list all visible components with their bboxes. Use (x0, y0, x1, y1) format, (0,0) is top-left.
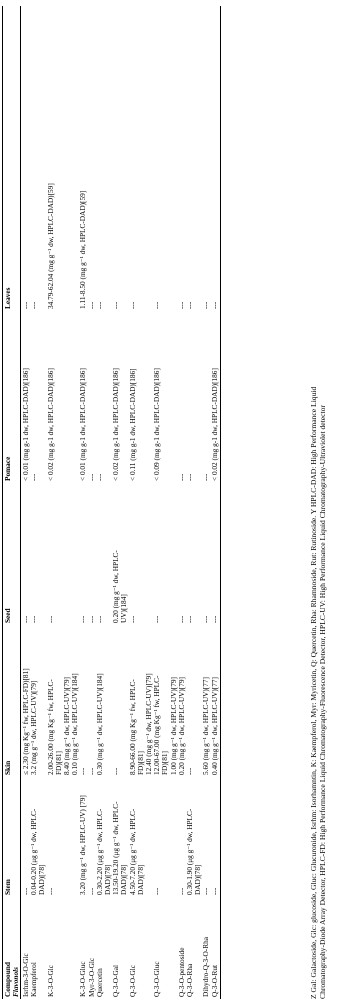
cell-line: 5.60 (mg g⁻¹ dw, HPLC-UV)[77] (201, 677, 211, 775)
cell-line: --- (94, 473, 104, 481)
cell-line: 34.79-62.04 (mg g⁻¹ dw, HPLC-DAD)[59] (45, 183, 55, 309)
cell-line: < 0.02 (mg g-1 dw, HPLC-DAD)[186] (45, 368, 55, 481)
cell-seed (186, 483, 194, 623)
cell-line: Myr-3-O-Glc (86, 957, 96, 997)
cell-seed (153, 483, 161, 623)
cell-line: --- (94, 615, 104, 623)
cell-stem (30, 777, 46, 895)
top-rule (2, 6, 3, 999)
cell-line: DAD)[78] (37, 864, 47, 895)
cell-line: DAD)[78] (135, 864, 145, 895)
cell-pomace (178, 311, 186, 481)
cell-line: K-3-O-Gluc (78, 961, 88, 997)
cell-line: --- (29, 615, 39, 623)
cell-seed (88, 483, 96, 623)
cell-line: --- (86, 473, 96, 481)
cell-line: --- (152, 301, 162, 309)
cell-line: 13.50-19.20 (μg g⁻¹ dw, HPLC- (111, 801, 121, 895)
cell-skin (153, 625, 178, 775)
cell-line: 3.2 (mg g⁻¹ dw, HPLC-UV)[79] (29, 680, 39, 775)
cell-line: --- (29, 301, 39, 309)
cell-line: --- (21, 301, 30, 309)
cell-line: --- (185, 301, 194, 309)
cell-leaves (186, 9, 194, 309)
cell-line: 1.11-8.50 (mg g⁻¹ dw, HPLC-DAD)[59] (78, 190, 88, 309)
cell-skin (30, 625, 38, 775)
cell-pomace (22, 311, 30, 481)
cell-line: < 0.01 (mg g-1 dw, HPLC-DAD)[186] (21, 368, 30, 481)
header-seed: Seed (3, 608, 12, 623)
cell-compound (153, 897, 161, 997)
cell-stem (79, 777, 87, 895)
cell-line: 12.40 (mg g⁻¹ dw, HPLC-UV)[79] (144, 673, 153, 775)
cell-line: Q-3-O-Rha (185, 963, 194, 997)
cell-line: --- (21, 887, 30, 895)
cell-skin (96, 625, 104, 775)
header-stem: Stem (3, 879, 12, 895)
cell-line: --- (21, 615, 30, 623)
cell-seed (178, 483, 186, 623)
footnote-line-1: Z Gal: Galactoside, Glc: glucoside, Gluc: Glucuronide, Isrhm: Isorhamntin, K: Kaempferol, Myr: Myricetin, Q: Quercetin, Rha: Rhamnoside, Rut: Rutinoside. Y HPLC-DAD: High Performance Liquid (309, 386, 318, 999)
cell-line: Quercetin (94, 968, 104, 997)
cell-stem (186, 777, 202, 895)
cell-line: UV)[184] (119, 594, 129, 623)
cell-line: --- (45, 887, 55, 895)
cell-skin (211, 625, 219, 775)
cell-line: 8.40 (mg g⁻¹ dw, HPLC-UV)[79] (62, 677, 71, 775)
cell-skin (47, 625, 80, 775)
cell-line: 3.20 (mg g⁻¹ dw, HPLC-UV) [79] (78, 795, 88, 895)
cell-leaves (178, 9, 186, 309)
cell-stem (129, 777, 145, 895)
cell-compound (96, 897, 104, 997)
cell-skin (186, 625, 194, 775)
cell-pomace (30, 311, 38, 481)
cell-line: Q-3-O-Gal (111, 964, 121, 997)
cell-line: 0.30-1.90 (μg g⁻¹ dw, HPLC- (185, 808, 194, 895)
cell-line: < 0.02 (mg g-1 dw, HPLC-DAD)[186] (111, 368, 121, 481)
cell-stem (112, 777, 128, 895)
cell-line: --- (185, 615, 194, 623)
cell-line: FD)[81] (160, 751, 170, 775)
cell-stem (153, 777, 161, 895)
cell-line: --- (86, 301, 96, 309)
cell-seed (112, 483, 128, 623)
cell-seed (211, 483, 219, 623)
cell-compound (186, 897, 194, 997)
cell-pomace (79, 311, 87, 481)
cell-line: --- (209, 615, 219, 623)
cell-line: < 0.01 (mg g-1 dw, HPLC-DAD)[186] (78, 368, 88, 481)
cell-leaves (79, 9, 87, 309)
cell-line: 2.00-26.00 (mg Kg⁻¹ fw, HPLC- (45, 679, 55, 775)
cell-skin (79, 625, 87, 775)
cell-pomace (88, 311, 96, 481)
cell-skin (129, 625, 154, 775)
cell-line: --- (78, 615, 88, 623)
cell-line: Isrhm-3-O-Glc (21, 953, 30, 997)
cell-seed (30, 483, 38, 623)
cell-line: --- (185, 767, 194, 775)
cell-line: Q-3-O-pentoside (176, 947, 186, 997)
cell-stem (47, 777, 55, 895)
cell-line: --- (209, 887, 219, 895)
cell-line: Q-3-O-Rut (209, 964, 219, 997)
cell-seed (22, 483, 30, 623)
cell-line: --- (86, 887, 96, 895)
cell-line: --- (45, 615, 55, 623)
cell-line: --- (176, 615, 186, 623)
cell-pomace (186, 311, 194, 481)
cell-line: 0.20 (mg g⁻¹ dw, HPLC-UV)[79] (176, 677, 186, 775)
footnote (309, 9, 327, 999)
cell-seed (129, 483, 137, 623)
cell-line: --- (86, 767, 96, 775)
cell-line: 0.04-0.20 (μg g⁻¹ dw, HPLC- (29, 808, 39, 895)
cell-pomace (112, 311, 120, 481)
cell-stem (202, 777, 210, 895)
cell-line: --- (111, 767, 121, 775)
cell-line: 0.20 (mg g⁻¹ dw, HPLC- (111, 550, 121, 623)
cell-line: Q-3-O-Gluc (152, 961, 162, 997)
cell-seed (96, 483, 104, 623)
cell-line: --- (201, 615, 211, 623)
cell-line: < 0.09 (mg g-1 dw, HPLC-DAD)[186] (152, 368, 162, 481)
cell-line: 12.00-67.00 (mg Kg⁻¹ fw, HPLC- (152, 675, 162, 775)
cell-line: 0.40 (mg g⁻¹ dw, HPLC-UV)[77] (209, 677, 219, 775)
cell-leaves (153, 9, 161, 309)
cell-line: FD)[81] (135, 751, 145, 775)
cell-line: < 0.02 (mg g-1 dw, HPLC-DAD)[186] (209, 368, 219, 481)
cell-line: K-3-O-Glc (45, 964, 55, 997)
cell-line: Q-3-O-Glc (127, 964, 137, 997)
cell-leaves (202, 9, 210, 309)
cell-leaves (112, 9, 120, 309)
cell-line: --- (201, 301, 211, 309)
cell-pomace (96, 311, 104, 481)
cell-pomace (129, 311, 137, 481)
cell-line: 0.30 (mg g⁻¹ dw, HPLC-UV)[184] (94, 673, 104, 775)
cell-line: --- (152, 887, 162, 895)
cell-pomace (47, 311, 55, 481)
cell-skin (112, 625, 120, 775)
header-skin: Skin (3, 760, 12, 775)
cell-line: --- (127, 615, 137, 623)
cell-line: DAD)[78] (103, 864, 112, 895)
header-rule (20, 6, 21, 999)
cell-line: DAD)[78] (193, 864, 203, 895)
cell-line: --- (29, 473, 39, 481)
cell-pomace (211, 311, 219, 481)
cell-leaves (211, 9, 219, 309)
cell-pomace (153, 311, 161, 481)
cell-leaves (30, 9, 38, 309)
cell-line: Dihydro-Q-3-O-Rha (201, 937, 211, 997)
bottom-rule (220, 6, 221, 999)
cell-seed (202, 483, 210, 623)
cell-leaves (22, 9, 30, 309)
cell-line: 0.30-2.20 (μg g⁻¹ dw, HPLC- (94, 808, 104, 895)
cell-line: DAD)[78] (119, 864, 129, 895)
cell-leaves (88, 9, 96, 309)
cell-leaves (96, 9, 104, 309)
section-label: Flavonols (11, 966, 20, 997)
cell-compound (30, 897, 38, 997)
cell-line: --- (127, 301, 137, 309)
cell-line: --- (201, 887, 211, 895)
cell-leaves (129, 9, 137, 309)
cell-line: --- (185, 473, 194, 481)
cell-line: 8.90-66.00 (mg Kg⁻¹ fw, HPLC- (127, 679, 137, 775)
cell-line: < 0.11 (mg g-1 dw, HPLC-DAD)[186] (127, 368, 137, 481)
cell-line: 4.50-7.20 (μg g⁻¹ dw, HPLC- (127, 808, 137, 895)
cell-skin (178, 625, 186, 775)
cell-line: --- (201, 473, 211, 481)
cell-line: --- (176, 473, 186, 481)
header-leaves: Leaves (3, 287, 12, 309)
footnote-line-2: Chromatography-Diode Array Detector, HPLC-FD: High Performance Liquid Chromatography-Fluorescence Detector, HPLC-UV: High Performance Liquid Chromatography-Ultraviolet detector (318, 405, 327, 999)
cell-stem (211, 777, 219, 895)
cell-seed (47, 483, 55, 623)
cell-compound (47, 897, 55, 997)
cell-line: --- (152, 615, 162, 623)
cell-line: --- (176, 301, 186, 309)
cell-line: --- (78, 767, 88, 775)
header-compound: Compound (3, 962, 12, 997)
cell-line: --- (209, 301, 219, 309)
header-pomace: Pomace (3, 456, 12, 481)
cell-line: Kaempferol (29, 962, 39, 997)
cell-line: FD)[81] (53, 751, 63, 775)
cell-line: --- (176, 887, 186, 895)
cell-line: 1.00 (mg g⁻¹ dw, HPLC-UV)[79] (168, 677, 178, 775)
cell-seed (79, 483, 87, 623)
cell-compound (112, 897, 120, 997)
cell-line: 0.10 (mg g⁻¹ dw, HPLC-UV)[184] (70, 673, 80, 775)
cell-line: --- (94, 301, 104, 309)
cell-line: --- (86, 615, 96, 623)
cell-line: --- (111, 301, 121, 309)
cell-line: ≤ 2.30 (mg Kg⁻¹ fw, HPLC-FD)[81] (21, 668, 30, 775)
cell-compound (211, 897, 219, 997)
cell-stem (96, 777, 112, 895)
cell-leaves (47, 9, 55, 309)
cell-compound (129, 897, 137, 997)
